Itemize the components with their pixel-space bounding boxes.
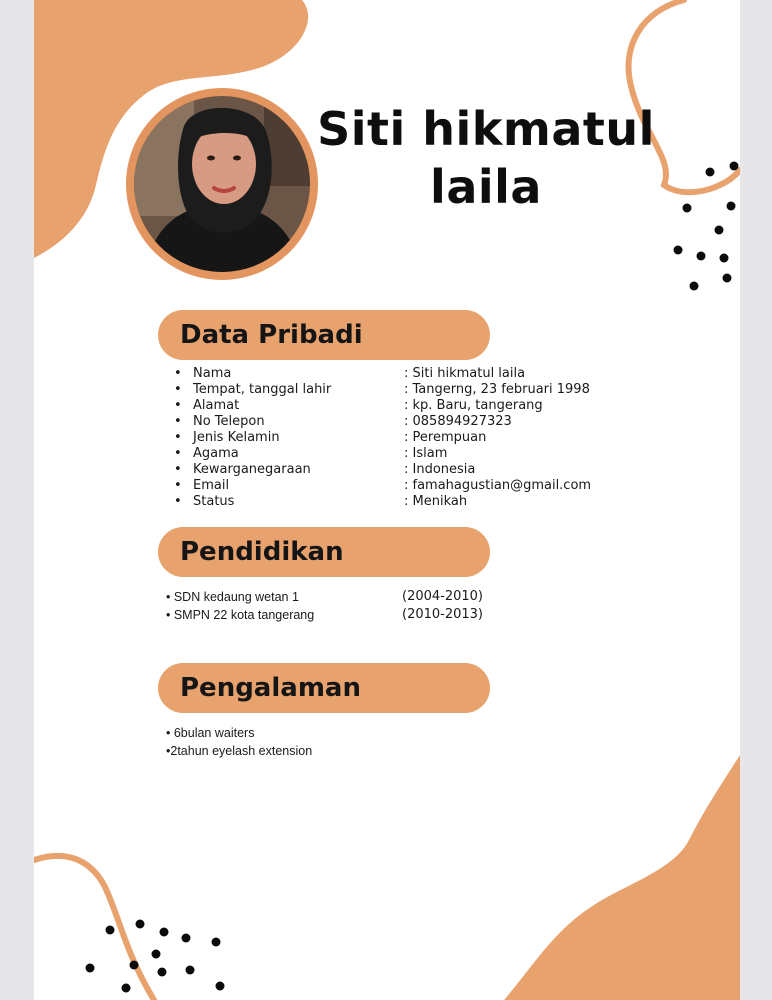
education-section-header <box>158 527 490 577</box>
info-label: No Telepon <box>193 414 265 429</box>
info-value: : Tangerng, 23 februari 1998 <box>404 382 590 397</box>
resume-page <box>34 0 740 1000</box>
info-label: Tempat, tanggal lahir <box>193 382 332 397</box>
info-value: : 085894927323 <box>404 414 512 429</box>
education-section-title: Pendidikan <box>180 537 344 567</box>
info-label: Agama <box>193 446 239 461</box>
bottom-left-dots <box>86 920 225 993</box>
info-value: : Perempuan <box>404 430 487 445</box>
info-value: : Siti hikmatul laila <box>404 366 526 381</box>
experience-item: • 6bulan waiters <box>166 726 255 740</box>
info-value: : Menikah <box>404 494 468 509</box>
education-years: (2010-2013) <box>402 607 484 622</box>
education-school: • SMPN 22 kota tangerang <box>166 608 315 622</box>
info-label: Kewarganegaraan <box>193 462 311 477</box>
info-value: : Islam <box>404 446 448 461</box>
education-item <box>166 606 484 624</box>
bullet-icon: • <box>174 414 182 429</box>
bullet-icon: • <box>174 382 182 397</box>
bullet-icon: • <box>174 462 182 477</box>
bullet-icon: • <box>174 430 182 445</box>
experience-section-header <box>158 663 490 713</box>
info-value: : Indonesia <box>404 462 476 477</box>
education-years: (2004-2010) <box>402 589 484 604</box>
bullet-icon: • <box>174 494 182 509</box>
info-label: Email <box>193 478 230 493</box>
bullet-icon: • <box>174 366 182 381</box>
info-label: Alamat <box>193 398 240 413</box>
name-line-1: Siti hikmatul <box>317 102 655 156</box>
bottom-right-blob <box>504 755 740 1000</box>
info-label: Status <box>193 494 235 509</box>
personal-section-title: Data Pribadi <box>180 320 363 350</box>
info-label: Jenis Kelamin <box>193 430 280 445</box>
info-value: : kp. Baru, tangerang <box>404 398 543 413</box>
bottom-left-squiggle <box>34 856 154 1000</box>
experience-section-title: Pengalaman <box>180 673 361 703</box>
profile-photo <box>134 96 310 272</box>
education-list <box>166 588 484 624</box>
education-school: • SDN kedaung wetan 1 <box>166 590 299 604</box>
education-item <box>166 588 484 606</box>
experience-list <box>166 724 312 760</box>
resume-name <box>316 100 656 216</box>
personal-section-header <box>158 310 490 360</box>
name-line-2: laila <box>430 160 542 214</box>
info-value: : famahagustian@gmail.com <box>404 478 592 493</box>
bullet-icon: • <box>174 446 182 461</box>
bullet-icon: • <box>174 398 182 413</box>
experience-item: •2tahun eyelash extension <box>166 744 313 758</box>
person-photo-icon <box>134 96 310 272</box>
bullet-icon: • <box>174 478 182 493</box>
info-label: Nama <box>193 366 232 381</box>
profile-photo-frame <box>126 88 318 280</box>
